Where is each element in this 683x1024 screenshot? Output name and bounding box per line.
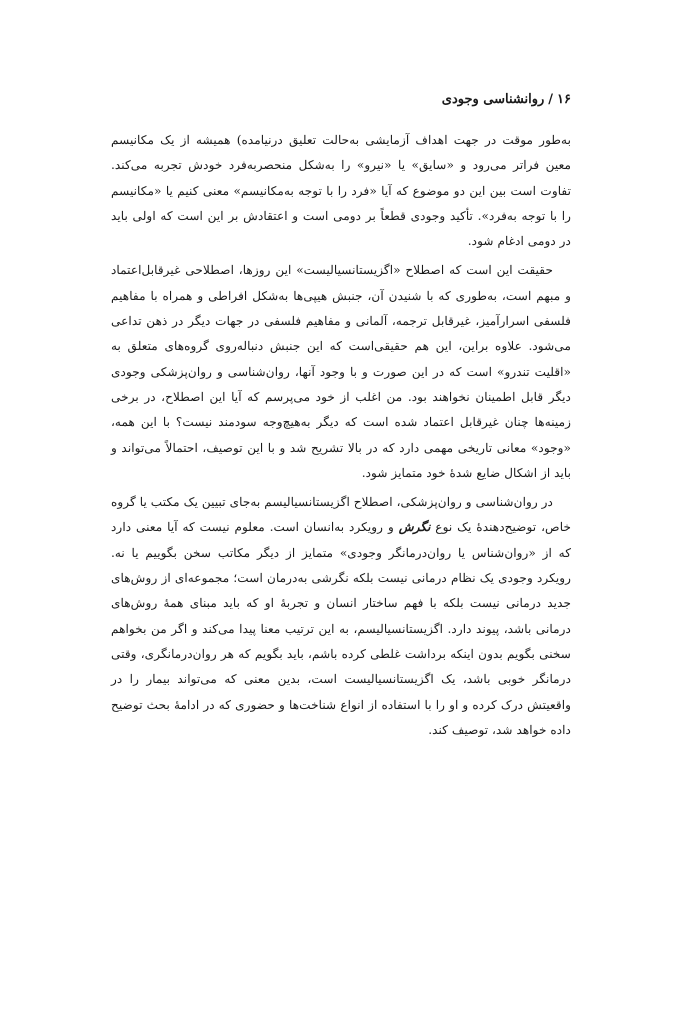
paragraph-3-part-1: در روان‌شناسی و روان‌پزشکی، اصطلاح اگزیستانسیالیسم به‌جای تبیین یک مکتب یا گروه خاص، توضیح‌دهندهٔ یک نوع: [111, 495, 571, 535]
running-header: [442, 92, 571, 107]
emphasized-word: نگرش: [398, 520, 431, 535]
paragraph-2: حقیقت این است که اصطلاح «اگزیستانسیالیست» این روزها، اصطلاحی غیرقابل‌اعتماد و مبهم است، به‌طوری که با شنیدن آن، جنبش هیپی‌ها به‌شکل افراطی و همراه با مفاهیم فلسفی اسرارآمیز، غیرقابل ترجمه، آلمانی و مفاهیم فلسفی در جهات دیگر در ذهن تداعی می‌شود. علاوه براین، این هم حقیقی‌است که این جنبش دنباله‌روی گروه‌های متعلق به «اقلیت تندرو» است که در این صورت و با وجود آنها، روان‌شناسی و روان‌پزشکی وجودی دیگر قابل اطمینان نخواهند بود. من اغلب از خود می‌پرسم که آیا این اصطلاح، در برخی زمینه‌ها چنان غیرقابل اعتماد شده است که دیگر به‌هیچ‌وجه سودمند نیست؟ با این همه، «وجود» معانی تاریخی مهمی دارد که در بالا تشریح شد و با این توصیف، احتمالاً می‌تواند و باید از اشکال ضایع شدهٔ خود متمایز شود.: [111, 263, 571, 480]
paragraph-3: [111, 490, 571, 743]
paragraph-1: به‌طور موقت در جهت اهداف آزمایشی به‌حالت تعلیق درنیامده) همیشه از یک مکانیسم معین فراتر می‌رود و «سایق» یا «نیرو» را به‌شکل منحصربه‌فرد خودش تجربه می‌کند. تفاوت است بین این دو موضوع که آیا «فرد را با توجه به‌مکانیسم» معنی کنیم یا «مکانیسم را با توجه به‌فرد». تأکید وجودی قطعاً بر دومی است و اعتقادش بر این است که اولی باید در دومی ادغام شود.: [111, 133, 571, 249]
header-separator: /: [548, 92, 554, 107]
page-number: ۱۶: [557, 92, 571, 107]
body-text: [111, 128, 571, 747]
book-title: روانشناسی وجودی: [441, 92, 545, 107]
paragraph-3-part-2: و رویکرد به‌انسان است. معلوم نیست که آیا معنی دارد که از «روان‌شناس یا روان‌درمانگر وجودی» متمایز از دیگر مکاتب سخن بگوییم یا نه. رویکرد وجودی یک نظام درمانی نیست بلکه نگرشی به‌درمان است؛ مجموعه‌ای از روش‌های جدید درمانی نیست بلکه با فهم ساختار انسان و تجربهٔ او که باید مبنای همهٔ روش‌های درمانی باشد، پیوند دارد. اگزیستانسیالیسم، به این ترتیب معنا پیدا می‌کند و اگر من بخواهم سخنی بگویم بدون اینکه برداشت غلطی کرده باشم، باید بگویم که هر روان‌درمانگری، وقتی درمانگر خوبی باشد، یک اگزیستانسیالیست است، بدین معنی که می‌تواند بیمار را در واقعیتش درک کرده و او را با استفاده از انواع شناخت‌ها و حضوری که در ادامهٔ بحث توضیح داده خواهد شد، توصیف کند.: [111, 520, 571, 737]
